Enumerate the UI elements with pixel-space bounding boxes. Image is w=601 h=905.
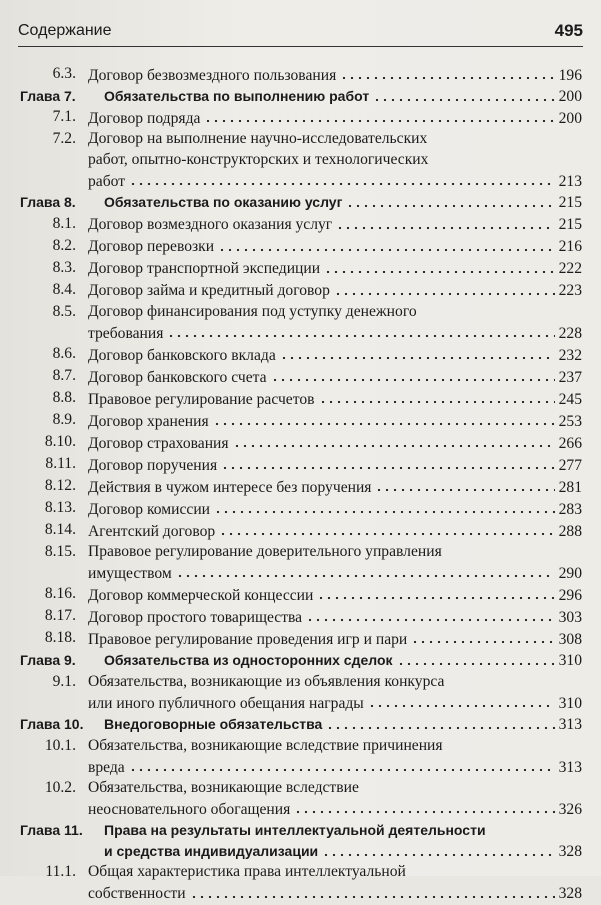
toc-entry-body	[76, 862, 582, 904]
toc-page-number: 308	[558, 631, 582, 649]
dot-leader	[334, 280, 555, 296]
toc-entry-title: Агентский договор	[88, 522, 216, 540]
toc-page-number: 313	[558, 758, 582, 776]
dot-leader	[214, 498, 555, 514]
toc-entry-title: Обязательства по оказанию услуг	[104, 194, 343, 211]
toc-entry-body	[76, 388, 582, 410]
toc-page-number: 232	[558, 346, 582, 364]
toc-entry-title: Договор подряда	[88, 110, 201, 127]
toc-entry-title: и средства индивидуализации	[104, 842, 319, 859]
toc-entry-number: 8.18.	[44, 629, 76, 647]
dot-leader	[375, 476, 554, 492]
toc-entry-number: 7.2.	[52, 130, 76, 148]
toc-page-number: 196	[558, 66, 582, 84]
dot-leader	[322, 842, 554, 856]
toc-section-entry	[20, 410, 582, 432]
toc-entry-line	[88, 454, 582, 476]
toc-entry-body	[76, 454, 582, 476]
header-title: Содержание	[18, 22, 112, 39]
toc-page-number: 283	[558, 500, 582, 518]
dot-leader	[411, 628, 554, 644]
toc-entry-title: Правовое регулирование проведения игр и пари	[88, 631, 408, 649]
toc-page-number: 310	[558, 694, 582, 712]
toc-page-number: 200	[558, 88, 582, 105]
toc-section-entry	[20, 129, 582, 192]
toc-entry-title: требования	[88, 324, 164, 342]
toc-entry-title: Договор перевозки	[88, 238, 215, 256]
toc-entry-line	[88, 736, 582, 756]
toc-entry-body	[76, 542, 582, 584]
toc-page-number: 303	[558, 609, 582, 627]
toc-entry-body	[76, 672, 582, 714]
toc-entry-line	[88, 692, 582, 714]
toc-entry-body	[76, 302, 582, 344]
toc-entry-body	[76, 129, 582, 192]
toc-entry-number: 8.15.	[44, 543, 76, 561]
toc-entry-title: Договор банковского счета	[88, 368, 267, 386]
toc-entry-title: Договор коммерческой концессии	[88, 587, 314, 605]
toc-entry-title: Правовое регулирование расчетов	[88, 390, 315, 408]
toc-entry-title: Общая характеристика права интеллектуальной	[88, 863, 406, 881]
toc-entry-line	[88, 798, 582, 820]
toc-entry-body	[76, 64, 582, 86]
toc-entry-title: Правовое регулирование доверительного управления	[88, 543, 442, 561]
toc-entry-line	[88, 476, 582, 498]
toc-entry-number: 8.9.	[52, 411, 76, 429]
toc-entry-body	[100, 714, 582, 735]
toc-page-number: 216	[558, 238, 582, 256]
toc-section-entry	[20, 432, 582, 454]
dot-leader	[346, 193, 554, 207]
toc-entry-line	[88, 214, 582, 236]
toc-entry-number: 8.14.	[44, 521, 76, 539]
toc-entry-body	[100, 86, 582, 107]
toc-entry-line	[104, 820, 582, 840]
toc-entry-line	[88, 388, 582, 410]
toc-page-number: 328	[558, 842, 582, 860]
toc-entry-line	[88, 170, 582, 192]
toc-page-number: 222	[558, 260, 582, 278]
toc-entry-title: Обязательства, возникающие вследствие	[88, 779, 359, 797]
toc-entry-number: 8.2.	[52, 236, 76, 254]
toc-entry-title: Обязательства, возникающие из объявления конкурса	[88, 672, 445, 690]
toc-entry-line	[88, 862, 582, 882]
toc-entry-title: Договор простого товарищества	[88, 609, 303, 627]
toc-entry-title: Договор комиссии	[88, 500, 211, 518]
dot-leader	[167, 322, 554, 338]
toc-entry-title: Договор хранения	[88, 412, 209, 430]
toc-entry-title: Права на результаты интеллектуальной деятельности	[104, 822, 486, 839]
toc-entry-line	[104, 841, 582, 862]
dot-leader	[280, 344, 555, 360]
toc-entry-body	[100, 192, 582, 213]
toc-entry-number: 10.2.	[44, 779, 76, 797]
dot-leader	[324, 258, 555, 274]
toc-page-number: 213	[558, 172, 582, 190]
toc-entry-number: 8.7.	[52, 367, 76, 385]
toc-entry-line	[88, 520, 582, 542]
toc-page-number: 200	[558, 110, 582, 127]
toc-page-number: 266	[558, 434, 582, 452]
toc-entry-title: вреда	[88, 758, 125, 776]
toc-entry-body	[76, 606, 582, 628]
toc-entry-line	[88, 672, 582, 692]
toc-section-entry	[20, 520, 582, 542]
toc-entry-line	[88, 302, 582, 322]
toc-entry-number: 7.1.	[52, 108, 76, 126]
toc-entry-line	[88, 756, 582, 778]
toc-entry-title: Действия в чужом интересе без поручения	[88, 478, 372, 496]
toc-entry-line	[88, 366, 582, 388]
header-page-number: 495	[554, 21, 583, 40]
toc-entry-line	[88, 236, 582, 258]
toc-section-entry	[20, 778, 582, 820]
toc-entry-body	[100, 650, 582, 671]
toc-entry-line	[88, 280, 582, 302]
toc-entry-number: 8.3.	[52, 258, 76, 276]
toc-entry-line	[88, 344, 582, 366]
toc-entry-title: Обязательства по выполнению работ	[104, 88, 370, 104]
toc-entry-body	[76, 778, 582, 820]
toc-chapter-entry	[20, 86, 582, 107]
toc-entry-line	[88, 562, 582, 584]
toc-entry-line	[88, 584, 582, 606]
toc-entry-number: 8.12.	[44, 477, 76, 495]
toc-entry-line	[104, 86, 582, 107]
toc-section-entry	[20, 107, 582, 129]
toc-page-number: 215	[558, 194, 582, 212]
toc-entry-number: Глава 7.	[20, 88, 76, 104]
running-header	[18, 20, 583, 47]
dot-leader	[294, 798, 554, 814]
toc-page-number: 326	[558, 801, 582, 819]
toc-entry-number: 8.6.	[52, 345, 76, 363]
toc-page-number: 215	[558, 216, 582, 234]
toc-page-number: 296	[558, 587, 582, 605]
toc-page-number: 228	[558, 324, 582, 342]
toc-section-entry	[20, 214, 582, 236]
toc-chapter-entry	[20, 820, 582, 862]
toc-entry-line	[88, 498, 582, 520]
toc-entry-line	[88, 107, 582, 129]
toc-page-number: 237	[558, 368, 582, 386]
toc-entry-body	[76, 584, 582, 606]
toc-section-entry	[20, 584, 582, 606]
toc-entry-number: Глава 8.	[20, 194, 76, 211]
toc-chapter-entry	[20, 650, 582, 671]
toc-entry-title: работ, опытно-конструкторских и технологических	[88, 150, 429, 168]
dot-leader	[213, 410, 555, 426]
toc-entry-line	[88, 258, 582, 280]
toc-entry-title: Договор страхования	[88, 434, 229, 452]
dot-leader	[190, 883, 555, 899]
toc-entry-title: имуществом	[88, 565, 172, 583]
toc-entry-body	[76, 258, 582, 280]
toc-entry-number: 10.1.	[44, 736, 76, 754]
toc-entry-line	[88, 150, 582, 170]
toc-entry-title: собственности	[88, 885, 186, 903]
toc-entry-number: 8.1.	[52, 214, 76, 232]
dot-leader	[317, 584, 554, 600]
toc-entry-number: 8.5.	[52, 302, 76, 320]
toc-entry-number: 11.1.	[45, 863, 76, 881]
toc-entry-number: 8.17.	[44, 607, 76, 625]
toc-section-entry	[20, 606, 582, 628]
toc-section-entry	[20, 542, 582, 584]
toc-entry-title: Договор займа и кредитный договор	[88, 282, 330, 300]
toc-entry-title: Договор возмездного оказания услуг	[88, 216, 333, 234]
toc-page-number: 281	[558, 478, 582, 496]
toc-entry-body	[76, 366, 582, 388]
toc-section-entry	[20, 628, 582, 650]
toc-entry-line	[88, 606, 582, 628]
toc-section-entry	[20, 344, 582, 366]
toc-section-entry	[20, 862, 582, 904]
toc-entry-title: Договор финансирования под уступку денежного	[88, 302, 417, 320]
toc-entry-number: 8.4.	[52, 280, 76, 298]
toc-page-number: 290	[558, 565, 582, 583]
dot-leader	[233, 432, 555, 448]
toc-page-number: 313	[558, 716, 582, 734]
toc-page-number: 310	[558, 652, 582, 670]
dot-leader	[368, 692, 555, 708]
toc-entry-number: Глава 10.	[20, 716, 84, 733]
toc-entry-body	[76, 236, 582, 258]
toc-entry-title: Договор поручения	[88, 456, 218, 474]
toc-entry-body	[76, 280, 582, 302]
toc-entry-body	[76, 432, 582, 454]
toc-entry-line	[88, 883, 582, 905]
toc-section-entry	[20, 454, 582, 476]
dot-leader	[218, 236, 555, 252]
toc-entry-number: 6.3.	[52, 65, 76, 82]
toc-entry-line	[104, 192, 582, 213]
toc-section-entry	[20, 302, 582, 344]
toc-entry-line	[88, 322, 582, 344]
toc-page-number: 288	[558, 522, 582, 540]
toc-entry-body	[100, 820, 582, 862]
toc-entry-body	[76, 344, 582, 366]
toc-entry-title: Договор банковского вклада	[88, 346, 276, 364]
toc-entry-title: Обязательства, возникающие вследствие причинения	[88, 736, 443, 754]
dot-leader	[129, 170, 555, 186]
toc-entry-number: 9.1.	[52, 672, 76, 690]
dot-leader	[373, 87, 554, 101]
dot-leader	[336, 214, 554, 230]
toc-entry-number: 8.13.	[44, 499, 76, 517]
toc-entry-title: Обязательства из односторонних сделок	[104, 652, 393, 669]
dot-leader	[271, 366, 555, 382]
dot-leader	[326, 715, 554, 729]
toc-entry-number: Глава 9.	[20, 652, 76, 669]
dot-leader	[176, 562, 555, 578]
toc-section-entry	[20, 258, 582, 280]
toc-entry-line	[88, 628, 582, 650]
toc-page-number: 245	[558, 390, 582, 408]
toc-entry-body	[76, 107, 582, 129]
table-of-contents	[20, 64, 582, 905]
toc-page-number: 223	[558, 282, 582, 300]
toc-section-entry	[20, 498, 582, 520]
toc-entry-number: 8.11.	[45, 455, 76, 473]
toc-section-entry	[20, 64, 582, 86]
toc-entry-title: Договор транспортной экспедиции	[88, 260, 321, 278]
toc-entry-title: Договор безвозмездного пользования	[88, 66, 337, 84]
toc-section-entry	[20, 672, 582, 714]
toc-section-entry	[20, 280, 582, 302]
dot-leader	[319, 388, 555, 404]
dot-leader	[221, 454, 554, 470]
toc-entry-title: или иного публичного обещания награды	[88, 694, 364, 712]
dot-leader	[397, 651, 555, 665]
toc-entry-title: неосновательного обогащения	[88, 801, 291, 819]
toc-entry-body	[76, 498, 582, 520]
toc-entry-line	[88, 129, 582, 149]
toc-entry-number: Глава 11.	[20, 822, 83, 839]
toc-entry-body	[76, 410, 582, 432]
dot-leader	[219, 520, 554, 536]
toc-entry-title: Внедоговорные обязательства	[104, 716, 323, 733]
toc-section-entry	[20, 366, 582, 388]
toc-entry-line	[104, 650, 582, 671]
toc-entry-line	[88, 778, 582, 798]
toc-section-entry	[20, 236, 582, 258]
dot-leader	[340, 64, 554, 80]
toc-page-number: 328	[558, 885, 582, 903]
toc-entry-line	[88, 64, 582, 86]
toc-entry-body	[76, 520, 582, 542]
toc-page-number: 253	[558, 412, 582, 430]
toc-entry-title: работ	[88, 172, 126, 190]
toc-entry-body	[76, 628, 582, 650]
toc-chapter-entry	[20, 714, 582, 735]
toc-entry-number: 8.8.	[52, 389, 76, 407]
dot-leader	[306, 606, 555, 622]
toc-chapter-entry	[20, 192, 582, 213]
toc-entry-line	[104, 714, 582, 735]
toc-entry-line	[88, 410, 582, 432]
toc-section-entry	[20, 388, 582, 410]
dot-leader	[204, 107, 554, 123]
toc-entry-line	[88, 432, 582, 454]
toc-entry-line	[88, 542, 582, 562]
toc-entry-title: Договор на выполнение научно-исследовательских	[88, 130, 428, 148]
toc-entry-number: 8.16.	[44, 585, 76, 603]
toc-section-entry	[20, 476, 582, 498]
toc-entry-body	[76, 214, 582, 236]
toc-entry-number: 8.10.	[44, 433, 76, 451]
toc-entry-body	[76, 476, 582, 498]
toc-entry-body	[76, 736, 582, 778]
dot-leader	[129, 756, 555, 772]
toc-section-entry	[20, 736, 582, 778]
toc-page-number: 277	[558, 456, 582, 474]
